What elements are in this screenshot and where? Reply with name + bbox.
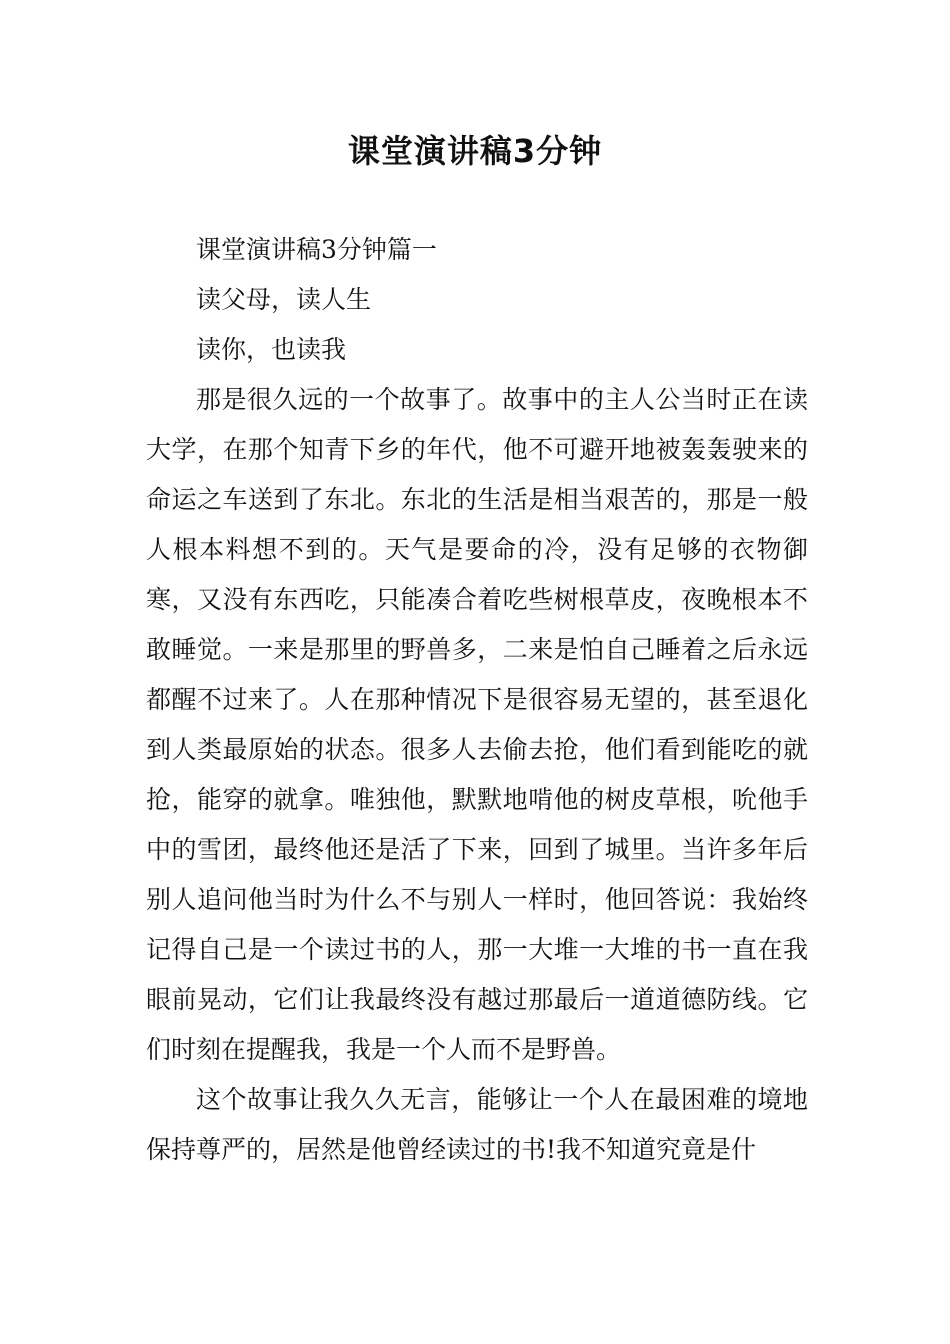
paragraph-reflection: 这个故事让我久久无言，能够让一个人在最困难的境地保持尊严的，居然是他曾经读过的书!我不知道究竟是什 [146, 1085, 808, 1164]
paragraph-heading-1: 读父母，读人生 [196, 285, 372, 314]
paragraph-heading-2: 读你，也读我 [196, 335, 347, 364]
document-body [146, 225, 808, 1175]
document-title: 课堂演讲稿3分钟 [347, 132, 603, 170]
paragraph-subtitle: 课堂演讲稿3分钟篇一 [196, 235, 437, 264]
paragraph-story: 那是很久远的一个故事了。故事中的主人公当时正在读大学，在那个知青下乡的年代，他不可避开地被轰轰驶来的命运之车送到了东北。东北的生活是相当艰苦的，那是一般人根本料想不到的。天气是要命的冷，没有足够的衣物御寒，又没有东西吃，只能凑合着吃些树根草皮，夜晚根本不敢睡觉。一来是那里的野兽多，二来是怕自己睡着之后永远都醒不过来了。人在那种情况下是很容易无望的，甚至退化到人类最原始的状态。很多人去偷去抢，他们看到能吃的就抢，能穿的就拿。唯独他，默默地啃他的树皮草根，吮他手中的雪团，最终他还是活了下来，回到了城里。当许多年后别人追问他当时为什么不与别人一样时，他回答说：我始终记得自己是一个读过书的人，那一大堆一大堆的书一直在我眼前晃动，它们让我最终没有越过那最后一道道德防线。它们时刻在提醒我，我是一个人而不是野兽。 [146, 385, 808, 1064]
